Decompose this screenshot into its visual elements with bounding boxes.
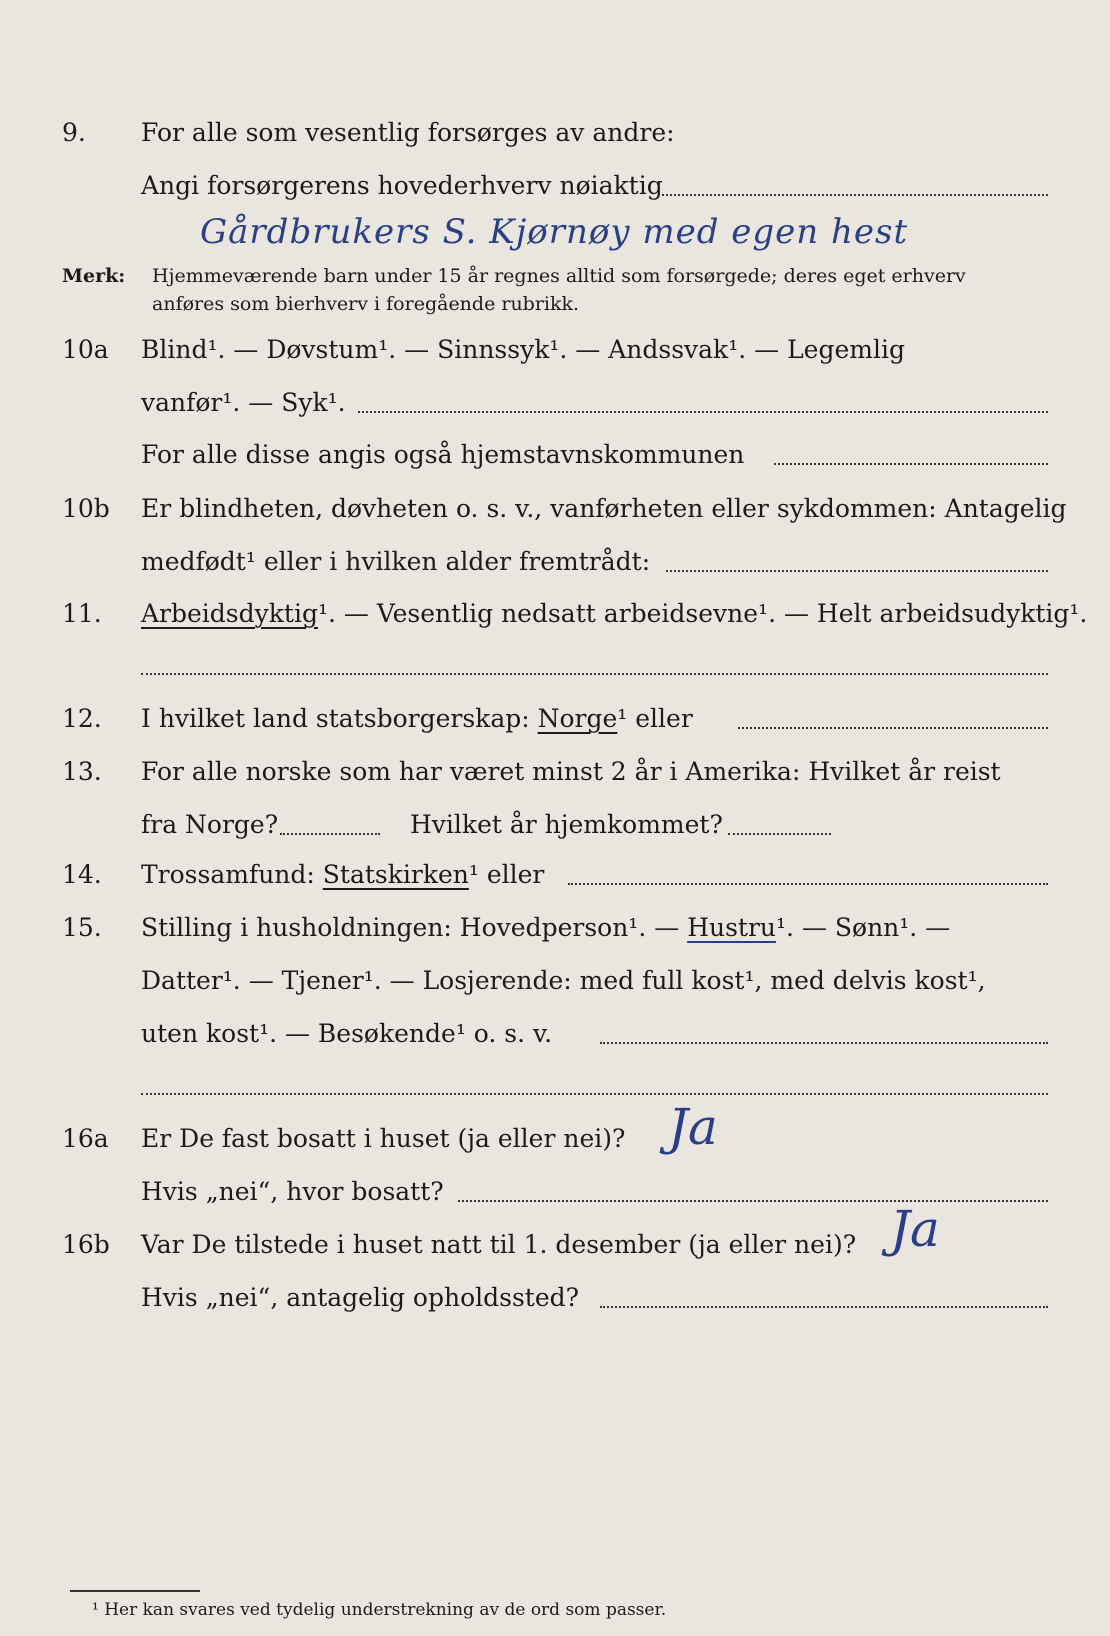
q11-number: 11. xyxy=(62,599,102,628)
q13-year-return-fill xyxy=(728,832,831,835)
q16a-text2: Hvis „nei“, hvor bosatt? xyxy=(141,1177,444,1206)
q13-text2a: fra Norge? xyxy=(141,810,279,839)
q13-number: 13. xyxy=(62,757,102,786)
q10b-text2: medfødt¹ eller i hvilken alder fremtrådt: xyxy=(141,547,651,576)
q16b-text1: Var De tilstede i huset natt til 1. desember (ja eller nei)? xyxy=(141,1230,857,1259)
q10a-line2-fill xyxy=(358,410,1048,413)
q10a-text3: For alle disse angis også hjemstavnskommunen xyxy=(141,440,745,469)
q12-post: ¹ eller xyxy=(617,704,693,733)
q15-selected-option: Hustru xyxy=(687,913,777,942)
merk-text1: Hjemmeværende barn under 15 år regnes alltid som forsørgede; deres eget erhverv xyxy=(152,265,966,287)
q9-text2: Angi forsørgerens hovederhverv nøiaktig xyxy=(141,171,663,200)
q15-text2: Datter¹. — Tjener¹. — Losjerende: med full kost¹, med delvis kost¹, xyxy=(141,966,986,995)
q10b-text1: Er blindheten, døvheten o. s. v., vanførheten eller sykdommen: Antagelig xyxy=(141,494,1067,523)
q12-number: 12. xyxy=(62,704,102,733)
q13-text2b: Hvilket år hjemkommet? xyxy=(410,810,723,839)
q13-text1: For alle norske som har været minst 2 år i Amerika: Hvilket år reist xyxy=(141,757,1001,786)
q10a-text2: vanfør¹. — Syk¹. xyxy=(141,388,346,417)
q9-answer-line xyxy=(662,193,1048,196)
q11-selected-option: Arbeidsdyktig xyxy=(141,599,318,628)
q15-number: 15. xyxy=(62,913,102,942)
q16a-fill xyxy=(458,1199,1048,1202)
q16a-handwritten-answer: Ja xyxy=(668,1098,718,1156)
q10b-number: 10b xyxy=(62,494,110,523)
q14-post: ¹ eller xyxy=(468,860,545,889)
q10b-line2-fill xyxy=(666,569,1048,572)
q14-pre: Trossamfund: xyxy=(141,860,315,889)
q14-selected-option: Statskirken xyxy=(322,860,469,889)
q12-selected-option: Norge xyxy=(537,704,618,733)
q14-number: 14. xyxy=(62,860,102,889)
q12-pre: I hvilket land statsborgerskap: xyxy=(141,704,530,733)
q15-blank-line xyxy=(141,1092,1048,1095)
q10a-number: 10a xyxy=(62,335,109,364)
q9-text1: For alle som vesentlig forsørges av andre: xyxy=(141,118,675,147)
q9-number: 9. xyxy=(62,118,86,147)
q16b-handwritten-answer: Ja xyxy=(890,1200,940,1258)
q16a-number: 16a xyxy=(62,1124,109,1153)
q10a-line3-fill xyxy=(774,462,1048,465)
q12-fill xyxy=(738,726,1048,729)
q12-text xyxy=(141,702,1048,736)
q15-text1b: ¹. — Sønn¹. — xyxy=(776,913,951,942)
q11-rest: ¹. — Vesentlig nedsatt arbeidsevne¹. — Helt arbeidsudyktig¹. xyxy=(317,599,1088,628)
q10a-text1: Blind¹. — Døvstum¹. — Sinnssyk¹. — Andssvak¹. — Legemlig xyxy=(141,335,905,364)
q11-blank-line xyxy=(141,672,1048,675)
merk-label: Merk: xyxy=(62,265,126,287)
q14-text xyxy=(141,858,1048,892)
q15-fill xyxy=(600,1041,1048,1044)
q9-handwritten-answer: Gårdbrukers S. Kjørnøy med egen hest xyxy=(200,212,909,252)
q16b-text2: Hvis „nei“, antagelig opholdssted? xyxy=(141,1283,580,1312)
merk-text2: anføres som bierhverv i foregående rubrikk. xyxy=(152,293,580,315)
q15-text1 xyxy=(141,911,1048,945)
q16a-text1: Er De fast bosatt i huset (ja eller nei)? xyxy=(141,1124,626,1153)
q15-text3: uten kost¹. — Besøkende¹ o. s. v. xyxy=(141,1019,553,1048)
q14-fill xyxy=(568,882,1048,885)
q15-text1a: Stilling i husholdningen: Hovedperson¹. — xyxy=(141,913,680,942)
footnote: ¹ Her kan svares ved tydelig understrekning av de ord som passer. xyxy=(92,1600,667,1620)
q11-text xyxy=(141,597,1088,631)
merk-line1 xyxy=(62,262,966,290)
footnote-rule xyxy=(70,1590,200,1592)
q16b-number: 16b xyxy=(62,1230,110,1259)
q13-year-left-fill xyxy=(280,832,380,835)
q16b-fill xyxy=(600,1305,1048,1308)
